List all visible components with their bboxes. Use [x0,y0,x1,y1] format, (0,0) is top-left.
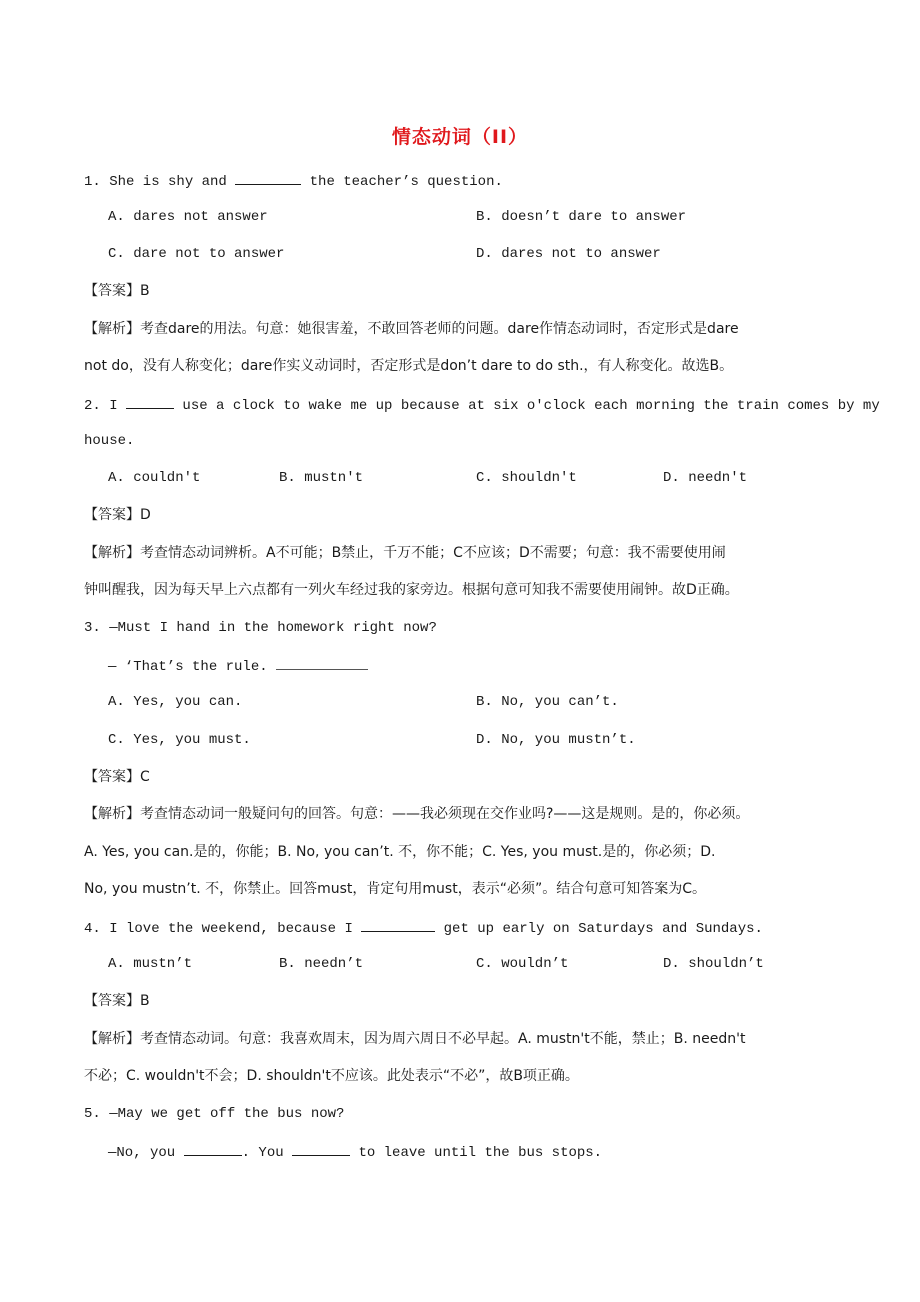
q1-option-d: D. dares not to answer [476,246,661,262]
q1-option-b: B. doesn’t dare to answer [476,209,687,225]
q2-stem-continued: house. [84,433,135,449]
q5-blank-2 [292,1141,350,1156]
q1-answer: 【答案】B [84,283,150,299]
q5-blank-1 [184,1141,242,1156]
q3-option-d: D. No, you mustn’t. [476,732,636,748]
q1-analysis-line-2: not do，没有人称变化；dare作实义动词时，否定形式是don’t dare to do sth.，有人称变化。故选B。 [84,358,734,374]
q5-stem-line-1: 5. —May we get off the bus now? [84,1106,345,1122]
q1-option-c: C. dare not to answer [108,246,285,262]
q3-stem-line-2 [108,655,368,677]
q1-option-a: A. dares not answer [108,209,268,225]
q5-stem-line-2 [108,1141,602,1163]
q3-analysis-line-3: No, you mustn’t. 不，你禁止。回答must，肯定句用must，表示“必须”。结合句意可知答案为C。 [84,881,706,897]
q4-analysis-line-2: 不必；C. wouldn't不会；D. shouldn't不应该。此处表示“不必”，故B项正确。 [84,1068,579,1084]
q3-analysis-line-1: 【解析】考查情态动词一般疑问句的回答。句意：——我必须现在交作业吗?——这是规则。是的，你必须。 [84,806,750,822]
q1-stem [84,170,503,192]
q4-option-d: D. shouldn’t [663,956,764,972]
q4-option-c: C. wouldn’t [476,956,569,972]
q2-option-c: C. shouldn't [476,470,577,486]
q3-option-c: C. Yes, you must. [108,732,251,748]
q2-stem [84,394,880,416]
q3-blank [276,655,368,670]
q4-stem [84,917,763,939]
q2-analysis-line-1: 【解析】考查情态动词辨析。A不可能；B禁止，千万不能；C不应该；D不需要；句意：我不需要使用闹 [84,545,726,561]
q2-option-a: A. couldn't [108,470,201,486]
q5-stem-part-b: . You [241,1145,293,1161]
q4-option-a: A. mustn’t [108,956,193,972]
q4-analysis-line-1: 【解析】考查情态动词。句意：我喜欢周末，因为周六周日不必早起。A. mustn't不能，禁止；B. needn't [84,1031,746,1047]
q2-stem-part-b: use a clock to wake me up because at six o'clock each morning the train comes by my [174,398,880,414]
q1-stem-part-a: 1. She is shy and [84,174,236,190]
q4-blank [361,917,435,932]
q1-analysis-line-1: 【解析】考查dare的用法。句意：她很害羞，不敢回答老师的问题。dare作情态动词时，否定形式是dare [84,321,739,337]
q3-stem-text: — ‘That’s the rule. [108,659,277,675]
q2-option-d: D. needn't [663,470,748,486]
q5-stem-part-a: —No, you [108,1145,184,1161]
q2-stem-part-a: 2. I [84,398,127,414]
q2-option-b: B. mustn't [279,470,364,486]
q3-answer: 【答案】C [84,769,150,785]
q1-stem-part-b: the teacher’s question. [301,174,503,190]
q2-blank [126,394,174,409]
q5-stem-part-c: to leave until the bus stops. [350,1145,603,1161]
q4-stem-part-b: get up early on Saturdays and Sundays. [435,921,763,937]
q1-blank [235,170,301,185]
q4-answer: 【答案】B [84,993,150,1009]
q3-analysis-line-2: A. Yes, you can.是的，你能；B. No, you can’t. 不，你不能；C. Yes, you must.是的，你必须；D. [84,844,716,860]
q4-option-b: B. needn’t [279,956,364,972]
q3-option-b: B. No, you can’t. [476,694,619,710]
q2-analysis-line-2: 钟叫醒我，因为每天早上六点都有一列火车经过我的家旁边。根据句意可知我不需要使用闹钟。故D正确。 [84,582,739,598]
q2-answer: 【答案】D [84,507,151,523]
q3-stem-line-1: 3. —Must I hand in the homework right now? [84,620,437,636]
page-title: 情态动词（II） [391,126,529,148]
q3-option-a: A. Yes, you can. [108,694,243,710]
q4-stem-part-a: 4. I love the weekend, because I [84,921,362,937]
